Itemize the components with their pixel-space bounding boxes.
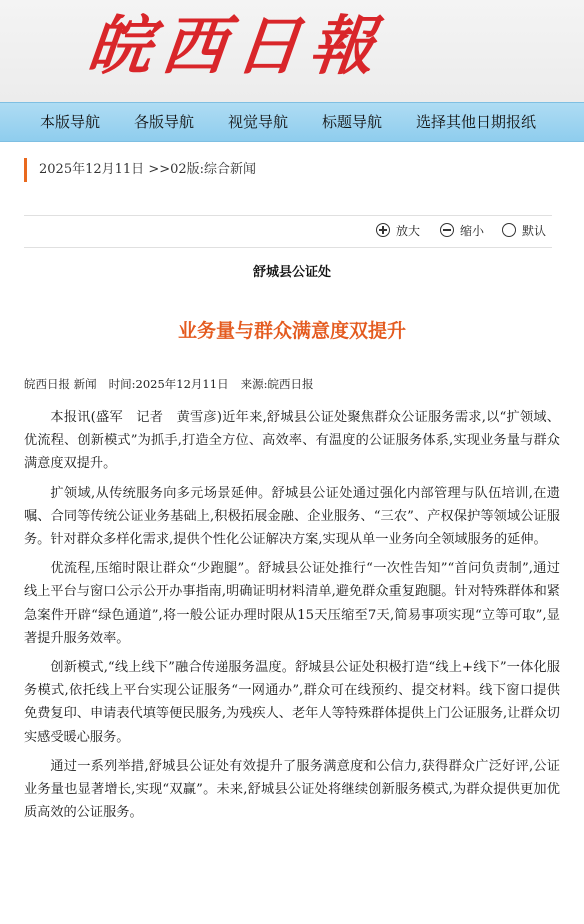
nav-bar [0, 102, 584, 142]
nav-item-this-page[interactable]: 本版导航 [40, 113, 101, 131]
article-pretitle: 舒城县公证处 [252, 265, 331, 280]
breadcrumb-date[interactable]: 2025年12月11日 [39, 162, 145, 177]
article-headline: 业务量与群众满意度双提升 [177, 320, 406, 342]
masthead-logo[interactable]: 皖西日報 [84, 9, 388, 84]
nav-item-visual[interactable]: 视觉导航 [228, 113, 289, 131]
zoom-out-icon [440, 223, 454, 237]
zoom-in-button[interactable] [376, 222, 420, 240]
zoom-out-button[interactable] [440, 222, 484, 240]
article-paragraph: 创新模式,“线上线下”融合传递服务温度。舒城县公证处积极打造“线上+线下”一体化服务模式,依托线上平台实现公证服务“一网通办”,群众可在线预约、提交材料。线下窗口提供免费复印、申请表代填等便民服务,为残疾人、老年人等特殊群体提供上门公证服务,让群众切实感受暖心服务。 [24, 660, 560, 745]
zoom-in-icon [376, 223, 390, 237]
article-body [24, 406, 560, 830]
default-size-label: 默认 [522, 224, 547, 238]
meta-origin: 来源:皖西日报 [240, 377, 314, 391]
nav-item-headlines[interactable]: 标题导航 [322, 113, 383, 131]
nav-item-all-pages[interactable]: 各版导航 [134, 113, 195, 131]
article-paragraph: 本报讯(盛军 记者 黄雪彦)近年来,舒城县公证处聚焦群众公证服务需求,以“扩领域、优流程、创新模式”为抓手,打造全方位、高效率、有温度的公证服务体系,实现业务量与群众满意度双提升。 [24, 410, 560, 472]
breadcrumb-section[interactable]: >>02版:综合新闻 [148, 162, 257, 177]
article-paragraph: 优流程,压缩时限让群众“少跑腿”。舒城县公证处推行“一次性告知”“首问负责制”,通过线上平台与窗口公示公开办事指南,明确证明材料清单,避免群众重复跑腿。针对特殊群体和紧急案件开辟“绿色通道”,将一般公证办理时限从15天压缩至7天,简易事项实现“立等可取”,显著提升服务效率。 [24, 561, 560, 646]
divider [24, 215, 552, 216]
meta-source: 皖西日报 新闻 [24, 377, 97, 391]
divider [24, 247, 552, 248]
article-meta [24, 374, 313, 394]
masthead [0, 0, 584, 102]
default-size-icon [502, 223, 516, 237]
article-paragraph: 通过一系列举措,舒城县公证处有效提升了服务满意度和公信力,获得群众广泛好评,公证业务量也显著增长,实现“双赢”。未来,舒城县公证处将继续创新服务模式,为群众提供更加优质高效的公证服务。 [24, 758, 560, 821]
meta-time: 时间:2025年12月11日 [108, 377, 229, 391]
article-paragraph: 扩领域,从传统服务向多元场景延伸。舒城县公证处通过强化内部管理与队伍培训,在遗嘱、合同等传统公证业务基础上,积极拓展金融、企业服务、“三农”、产权保护等领域公证服务。针对群众多样化需求,提供个性化公证解决方案,实现从单一业务向全领域服务的延伸。 [24, 485, 560, 548]
zoom-in-label: 放大 [396, 224, 421, 238]
zoom-out-label: 缩小 [460, 224, 485, 238]
default-size-button[interactable] [502, 222, 546, 240]
breadcrumb [24, 158, 256, 182]
nav-item-other-dates[interactable]: 选择其他日期报纸 [416, 113, 537, 131]
